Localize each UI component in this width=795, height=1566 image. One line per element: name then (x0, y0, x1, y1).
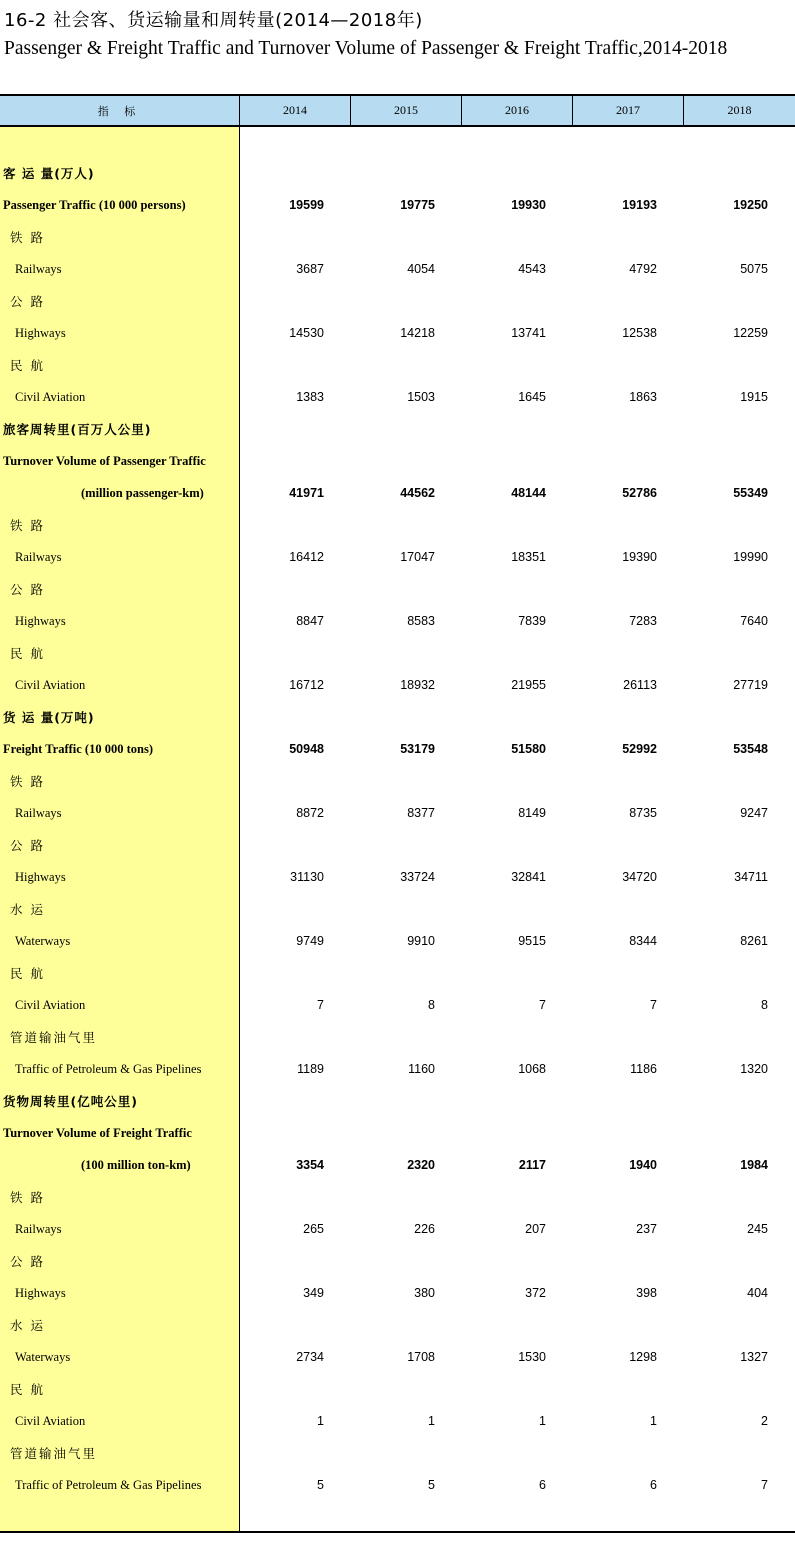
table-row (0, 1117, 795, 1149)
table-row (0, 1149, 795, 1181)
cell-value-2017: 1186 (630, 1062, 657, 1076)
cell-value-2015: 9910 (407, 934, 435, 948)
cell-value-2017: 26113 (623, 678, 657, 692)
cell-value-2015: 33724 (400, 870, 435, 884)
cell-value-2017: 1 (650, 1414, 657, 1428)
row-label: Waterways (15, 1349, 71, 1364)
cell-value-2018: 9247 (740, 806, 768, 820)
cell-value-2016: 372 (525, 1286, 546, 1300)
cell-value-2014: 1383 (296, 390, 324, 404)
cell-value-2014: 3354 (296, 1158, 324, 1172)
row-label: Traffic of Petroleum & Gas Pipelines (15, 1477, 202, 1492)
row-label: Turnover Volume of Passenger Traffic (3, 453, 206, 468)
cell-value-2016: 207 (525, 1222, 546, 1236)
cell-value-2017: 34720 (622, 870, 657, 884)
cell-value-2016: 21955 (511, 678, 546, 692)
cell-value-2015: 14218 (400, 326, 435, 340)
cell-value-2014: 50948 (289, 742, 324, 756)
table-row (0, 1437, 795, 1469)
row-label: 公 路 (10, 1254, 45, 1269)
cell-value-2016: 1645 (518, 390, 546, 404)
table-row (0, 637, 795, 669)
cell-value-2014: 41971 (289, 486, 324, 500)
row-label: 水 运 (10, 902, 45, 917)
row-label: Highways (15, 325, 66, 340)
table-row (0, 733, 795, 765)
cell-value-2018: 245 (747, 1222, 768, 1236)
row-label: 水 运 (10, 1318, 45, 1333)
cell-value-2014: 9749 (296, 934, 324, 948)
table-row (0, 157, 795, 189)
row-label: Highways (15, 613, 66, 628)
cell-value-2017: 12538 (622, 326, 657, 340)
row-label: Freight Traffic (10 000 tons) (3, 741, 153, 756)
cell-value-2018: 12259 (733, 326, 768, 340)
cell-value-2016: 13741 (511, 326, 546, 340)
cell-value-2015: 8 (428, 998, 435, 1012)
row-label: 铁 路 (10, 518, 45, 533)
cell-value-2017: 19193 (622, 198, 657, 212)
cell-value-2018: 1984 (740, 1158, 768, 1172)
cell-value-2017: 237 (636, 1222, 657, 1236)
row-label: Turnover Volume of Freight Traffic (3, 1125, 192, 1140)
row-label: 铁 路 (10, 230, 45, 245)
row-label: Waterways (15, 933, 71, 948)
cell-value-2015: 44562 (400, 486, 435, 500)
row-label: 旅客周转里(百万人公里) (3, 422, 152, 437)
table-row (0, 829, 795, 861)
cell-value-2016: 2117 (518, 1158, 546, 1172)
row-label: 民 航 (10, 966, 45, 981)
table-row (0, 285, 795, 317)
cell-value-2016: 6 (539, 1478, 546, 1492)
row-label: 管道输油气里 (10, 1446, 98, 1461)
cell-value-2017: 398 (636, 1286, 657, 1300)
table-row (0, 1181, 795, 1213)
cell-value-2017: 7283 (629, 614, 657, 628)
cell-value-2014: 3687 (296, 262, 324, 276)
row-label: 铁 路 (10, 1190, 45, 1205)
header-year-2015: 2015 (351, 96, 462, 125)
cell-value-2018: 53548 (733, 742, 768, 756)
table-row (0, 221, 795, 253)
row-label: 公 路 (10, 294, 45, 309)
header-indicator: 指 标 (0, 96, 240, 125)
row-label: 货 运 量(万吨) (3, 710, 95, 725)
table-row (0, 1085, 795, 1117)
cell-value-2018: 55349 (733, 486, 768, 500)
cell-value-2017: 4792 (629, 262, 657, 276)
cell-value-2018: 1915 (740, 390, 768, 404)
row-label: Railways (15, 805, 62, 820)
table-row (0, 1277, 795, 1309)
cell-value-2018: 27719 (733, 678, 768, 692)
cell-value-2017: 7 (650, 998, 657, 1012)
cell-value-2014: 16412 (289, 550, 324, 564)
table-row (0, 1213, 795, 1245)
table-row (0, 541, 795, 573)
table-row (0, 1053, 795, 1085)
row-label: 民 航 (10, 646, 45, 661)
cell-value-2015: 5 (428, 1478, 435, 1492)
cell-value-2015: 1503 (407, 390, 435, 404)
cell-value-2015: 1160 (408, 1062, 435, 1076)
table-row (0, 925, 795, 957)
cell-value-2018: 7640 (740, 614, 768, 628)
cell-value-2017: 6 (650, 1478, 657, 1492)
row-label: 货物周转里(亿吨公里) (3, 1094, 138, 1109)
row-label: (million passenger-km) (81, 485, 204, 500)
cell-value-2017: 1298 (629, 1350, 657, 1364)
row-label: 公 路 (10, 582, 45, 597)
header-year-2017: 2017 (573, 96, 684, 125)
cell-value-2018: 1320 (740, 1062, 768, 1076)
table-title-chinese: 16-2 社会客、货运输量和周转量(2014—2018年) (4, 10, 423, 31)
cell-value-2018: 7 (761, 1478, 768, 1492)
row-label: Railways (15, 1221, 62, 1236)
header-year-2014: 2014 (240, 96, 351, 125)
cell-value-2017: 1940 (629, 1158, 657, 1172)
header-year-2016: 2016 (462, 96, 573, 125)
table-row (0, 1309, 795, 1341)
table-row (0, 253, 795, 285)
cell-value-2017: 1863 (629, 390, 657, 404)
bottom-rule (0, 1531, 795, 1533)
cell-value-2014: 8847 (296, 614, 324, 628)
cell-value-2015: 1 (428, 1414, 435, 1428)
cell-value-2015: 8583 (407, 614, 435, 628)
table-row (0, 1341, 795, 1373)
row-label: Highways (15, 869, 66, 884)
table-row (0, 861, 795, 893)
row-label: 管道输油气里 (10, 1030, 98, 1045)
table-row (0, 797, 795, 829)
cell-value-2014: 2734 (296, 1350, 324, 1364)
cell-value-2017: 8735 (629, 806, 657, 820)
table-row (0, 669, 795, 701)
cell-value-2014: 349 (303, 1286, 324, 1300)
cell-value-2015: 53179 (400, 742, 435, 756)
table-row (0, 893, 795, 925)
table-row (0, 189, 795, 221)
row-label: 公 路 (10, 838, 45, 853)
table-title-english: Passenger & Freight Traffic and Turnover Volume of Passenger & Freight Traffic,2014-2018 (4, 38, 728, 59)
cell-value-2014: 1 (317, 1414, 324, 1428)
row-label: Railways (15, 261, 62, 276)
cell-value-2017: 8344 (629, 934, 657, 948)
cell-value-2016: 19930 (511, 198, 546, 212)
cell-value-2016: 1068 (518, 1062, 546, 1076)
cell-value-2014: 1189 (297, 1062, 324, 1076)
row-label: Railways (15, 549, 62, 564)
cell-value-2018: 8261 (740, 934, 768, 948)
cell-value-2016: 7839 (518, 614, 546, 628)
cell-value-2016: 48144 (511, 486, 546, 500)
cell-value-2018: 19250 (733, 198, 768, 212)
row-label: Civil Aviation (15, 677, 86, 692)
cell-value-2016: 32841 (511, 870, 546, 884)
cell-value-2018: 8 (761, 998, 768, 1012)
row-label: (100 million ton-km) (81, 1157, 191, 1172)
cell-value-2014: 7 (317, 998, 324, 1012)
table-row (0, 445, 795, 477)
cell-value-2014: 19599 (289, 198, 324, 212)
row-label: 客 运 量(万人) (3, 166, 95, 181)
row-label: Highways (15, 1285, 66, 1300)
cell-value-2016: 9515 (518, 934, 546, 948)
cell-value-2016: 1 (539, 1414, 546, 1428)
cell-value-2014: 31130 (290, 870, 324, 884)
cell-value-2015: 19775 (400, 198, 435, 212)
cell-value-2018: 404 (747, 1286, 768, 1300)
cell-value-2015: 380 (414, 1286, 435, 1300)
table-row (0, 701, 795, 733)
table-row (0, 477, 795, 509)
cell-value-2015: 2320 (407, 1158, 435, 1172)
cell-value-2017: 19390 (622, 550, 657, 564)
table-row (0, 1021, 795, 1053)
table-header (0, 96, 795, 127)
cell-value-2015: 18932 (400, 678, 435, 692)
cell-value-2015: 1708 (407, 1350, 435, 1364)
cell-value-2014: 265 (303, 1222, 324, 1236)
cell-value-2018: 1327 (740, 1350, 768, 1364)
cell-value-2015: 226 (414, 1222, 435, 1236)
cell-value-2018: 19990 (733, 550, 768, 564)
row-label: 民 航 (10, 358, 45, 373)
row-label: 民 航 (10, 1382, 45, 1397)
cell-value-2015: 17047 (400, 550, 435, 564)
cell-value-2015: 8377 (407, 806, 435, 820)
table-row (0, 317, 795, 349)
table-row (0, 1405, 795, 1437)
table-row (0, 957, 795, 989)
row-label: Civil Aviation (15, 1413, 86, 1428)
table-row (0, 1245, 795, 1277)
table-row (0, 349, 795, 381)
cell-value-2014: 14530 (289, 326, 324, 340)
table-row (0, 381, 795, 413)
cell-value-2016: 1530 (518, 1350, 546, 1364)
table-row (0, 1373, 795, 1405)
row-label: Civil Aviation (15, 997, 86, 1012)
table-row (0, 605, 795, 637)
cell-value-2014: 8872 (296, 806, 324, 820)
cell-value-2015: 4054 (407, 262, 435, 276)
cell-value-2018: 34711 (734, 870, 768, 884)
cell-value-2016: 8149 (518, 806, 546, 820)
cell-value-2018: 5075 (740, 262, 768, 276)
table-row (0, 989, 795, 1021)
row-label: Traffic of Petroleum & Gas Pipelines (15, 1061, 202, 1076)
cell-value-2016: 18351 (511, 550, 546, 564)
cell-value-2018: 2 (761, 1414, 768, 1428)
cell-value-2016: 4543 (518, 262, 546, 276)
table-row (0, 573, 795, 605)
cell-value-2016: 51580 (511, 742, 546, 756)
cell-value-2014: 5 (317, 1478, 324, 1492)
table-row (0, 509, 795, 541)
table-row (0, 413, 795, 445)
cell-value-2016: 7 (539, 998, 546, 1012)
row-label: 铁 路 (10, 774, 45, 789)
row-label: Passenger Traffic (10 000 persons) (3, 197, 186, 212)
table-row (0, 1469, 795, 1501)
cell-value-2017: 52992 (622, 742, 657, 756)
table-row (0, 765, 795, 797)
cell-value-2017: 52786 (622, 486, 657, 500)
row-label: Civil Aviation (15, 389, 86, 404)
header-year-2018: 2018 (684, 96, 795, 125)
table-body (0, 157, 795, 1501)
cell-value-2014: 16712 (289, 678, 324, 692)
